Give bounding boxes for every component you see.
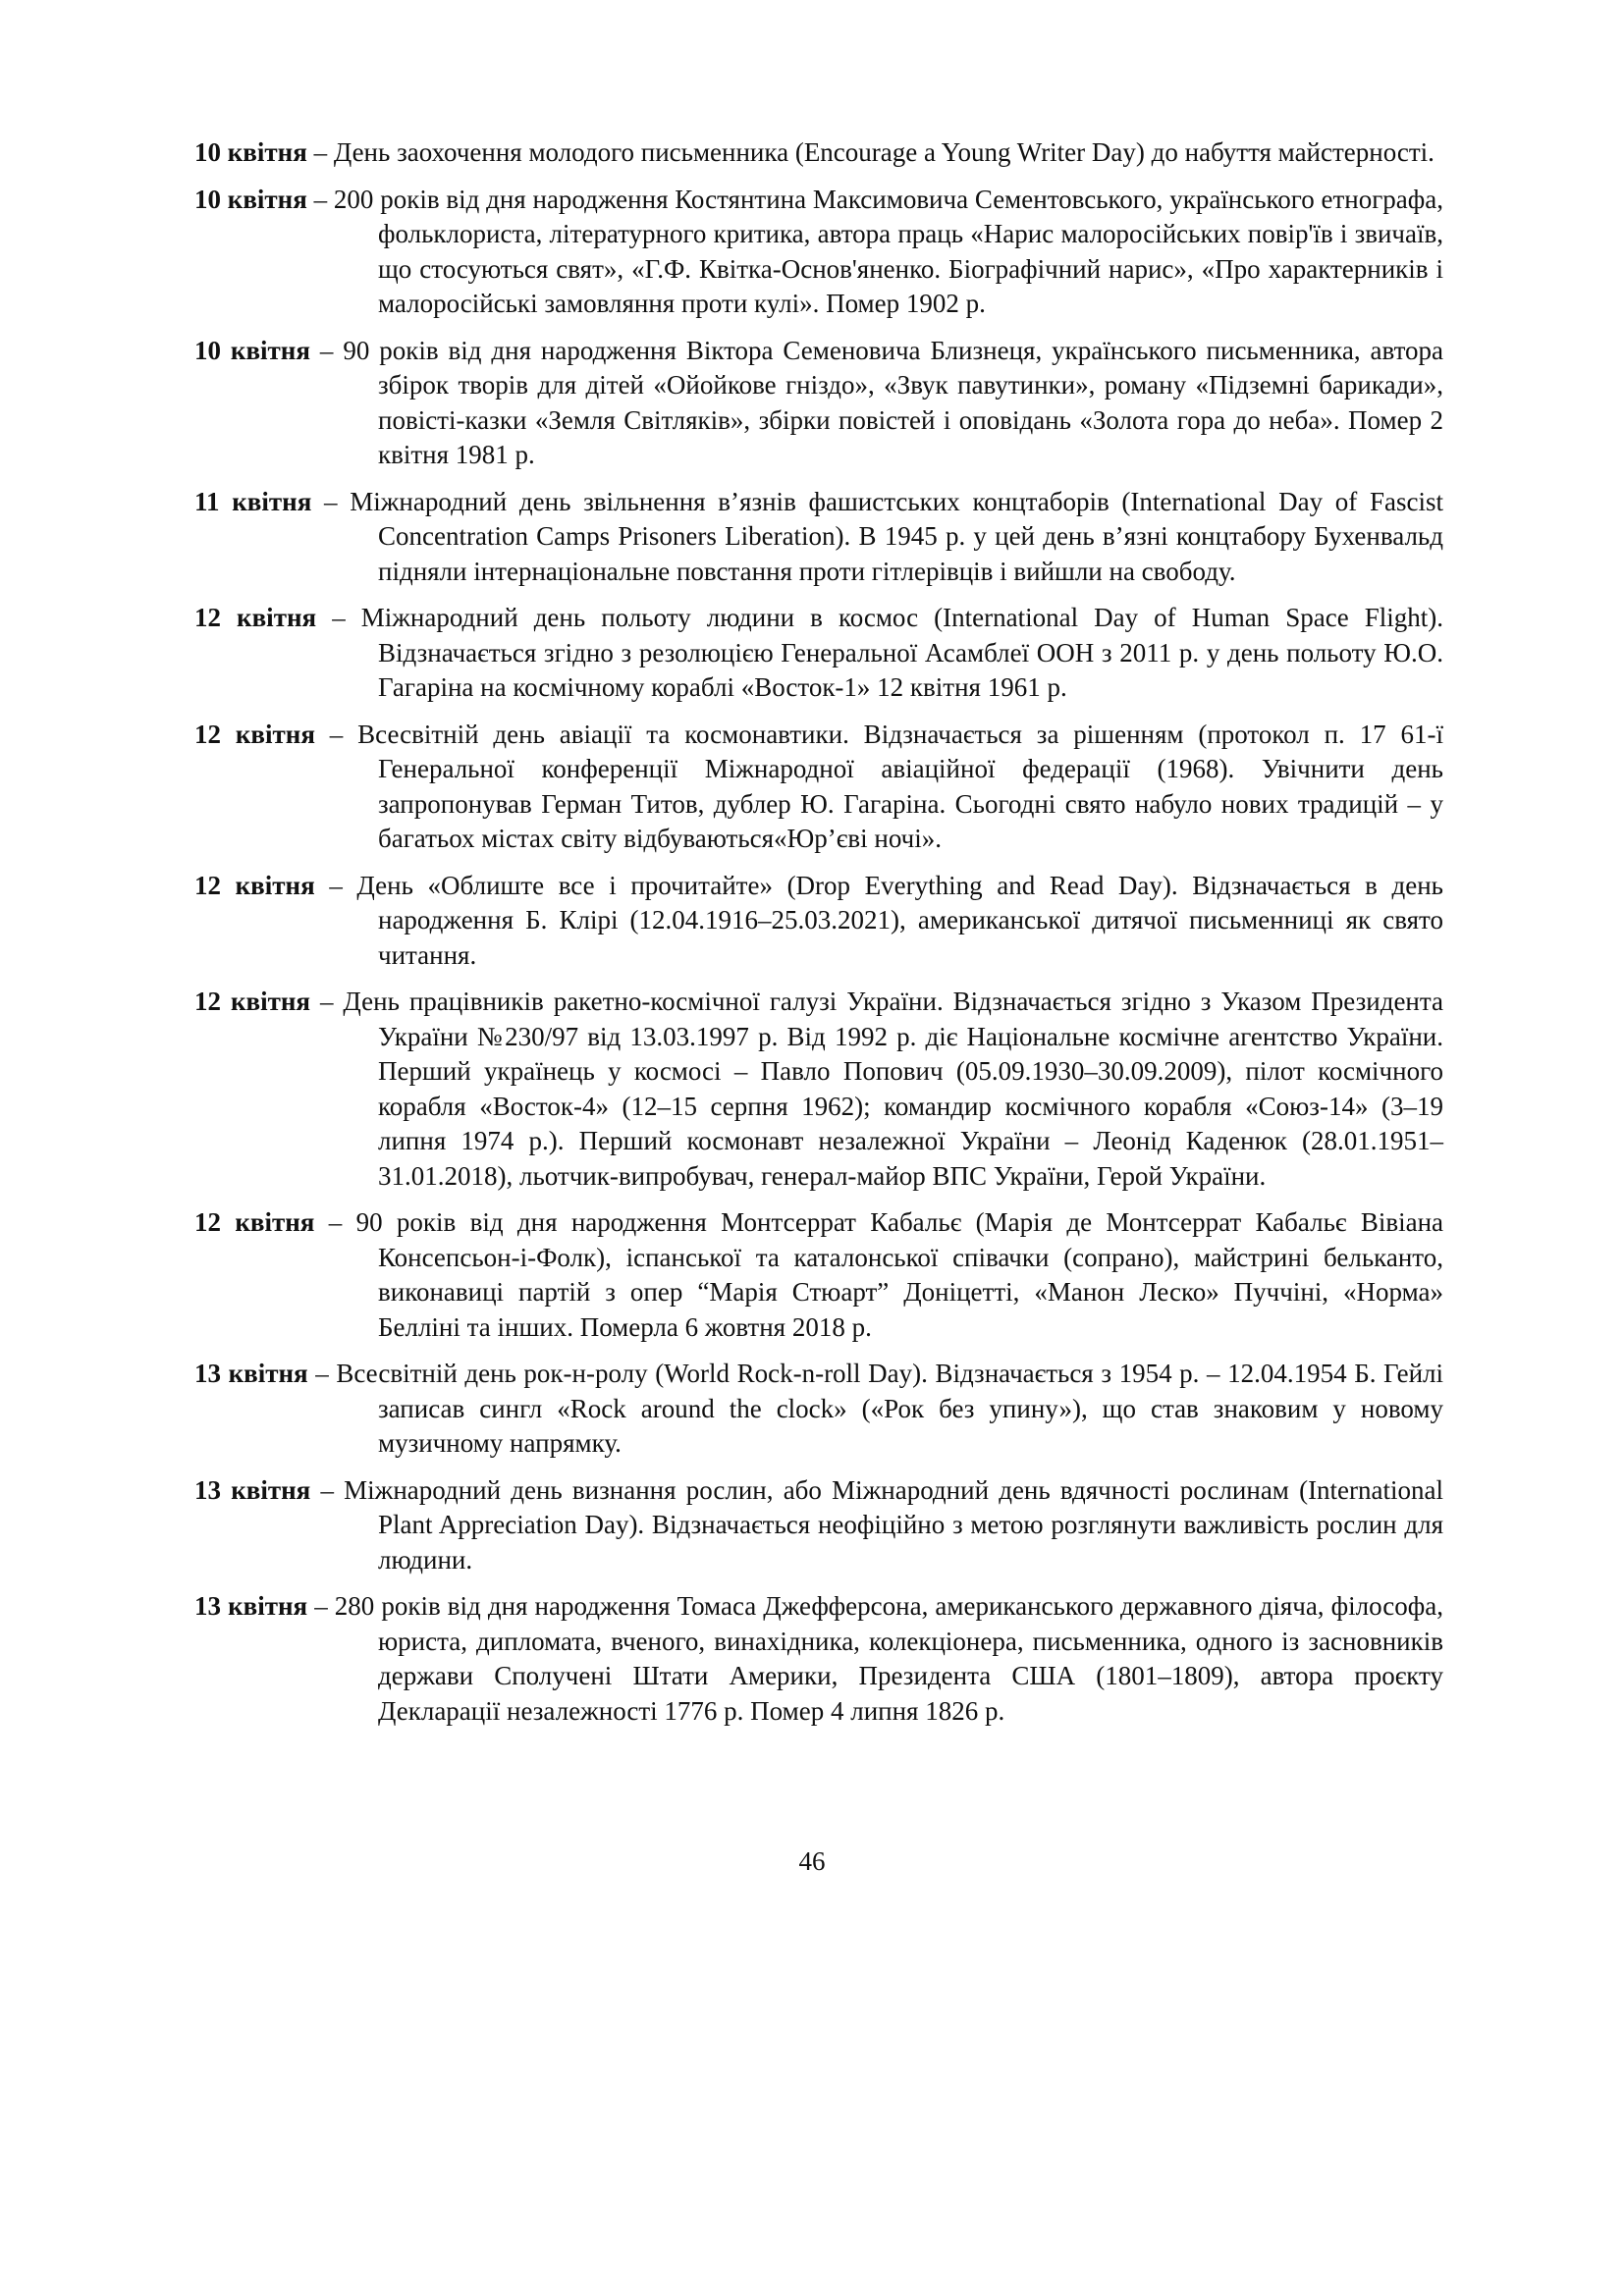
calendar-entry (194, 135, 1443, 171)
calendar-entry (194, 1357, 1443, 1462)
entry-text: – 90 років від дня народження Віктора Семеновича Близнеця, українського письменника, автора збірок творів для дітей «Ойойкове гніздо», «Звук павутинки», роману «Підземні барикади», повісті-казки «Земля Світляків», збірки повістей і оповідань «Золота гора до неба». Помер 2 квітня 1981 р. (319, 335, 1443, 469)
entry-text: – 90 років від дня народження Монтсеррат Кабальє (Марія де Монтсеррат Кабальє Вівіана Консепсьон-і-Фолк), іспанської та каталонської співачки (сопрано), майстрині бельканто, виконавиці партій з опер “Марія Стюарт” Доніцетті, «Манон Леско» Пуччіні, «Норма» Белліні та інших. Померла 6 жовтня 2018 р. (328, 1207, 1443, 1342)
entry-text: – День заохочення молодого письменника (Encourage a Young Writer Day) до набуття майстерності. (313, 137, 1435, 167)
calendar-entries (194, 135, 1443, 1740)
calendar-entry (194, 869, 1443, 974)
calendar-entry (194, 718, 1443, 857)
entry-date: 10 квітня (194, 137, 307, 167)
page-number: 46 (798, 1846, 826, 1876)
entry-date: 12 квітня (194, 719, 315, 749)
entry-date: 13 квітня (194, 1591, 308, 1621)
entry-date: 12 квітня (194, 987, 311, 1016)
entry-text: – Міжнародний день визнання рослин, або Міжнародний день вдячності рослинам (International Plant Appreciation Day). Відзначається неофіційно з метою розглянути важливість рослин для людини. (320, 1474, 1444, 1575)
calendar-entry (194, 1589, 1443, 1729)
entry-text: – День працівників ракетно-космічної галузі України. Відзначається згідно з Указом Президента України №230/97 від 13.03.1997 р. Від 1992 р. діє Національне космічне агентство України. Перший українець у космосі – Павло Попович (05.09.1930–30.09.2009), пілот космічного корабля «Восток-4» (12–15 серпня 1962); командир космічного корабля «Союз-14» (3–19 липня 1974 р.). Перший космонавт незалежної України – Леонід Каденюк (28.01.1951–31.01.2018), льотчик-випробувач, генерал-майор ВПС України, Герой України. (319, 987, 1443, 1191)
calendar-entry (194, 1473, 1443, 1578)
calendar-entry (194, 183, 1443, 322)
entry-date: 10 квітня (194, 335, 310, 365)
entry-date: 13 квітня (194, 1359, 308, 1388)
calendar-entry (194, 334, 1443, 473)
entry-text: – 200 років від дня народження Костянтина Максимовича Сементовського, українського етнографа, фольклориста, літературного критика, автора праць «Нарис малоросійських повір'їв і звичаїв, що стосуються свят», «Г.Ф. Квітка-Основ'яненко. Біографічний нарис», «Про характерників і малоросійські замовляння проти кулі». Помер 1902 р. (313, 184, 1443, 318)
entry-date: 13 квітня (194, 1474, 311, 1505)
entry-date: 11 квітня (194, 486, 312, 516)
entry-text: – 280 років від дня народження Томаса Джефферсона, американського державного діяча, філософа, юриста, дипломата, вченого, винахідника, колекціонера, письменника, одного із засновників держави Сполучені Штати Америки, Президента США (1801–1809), автора проєкту Декларації незалежності 1776 р. Помер 4 липня 1826 р. (314, 1591, 1443, 1726)
entry-date: 12 квітня (194, 1207, 315, 1237)
entry-text: – Міжнародний день польоту людини в космос (International Day of Human Space Flight). Відзначається згідно з резолюцією Генеральної Асамблеї ООН з 2011 р. у день польоту Ю.О. Гагаріна на космічному кораблі «Восток-1» 12 квітня 1961 р. (332, 603, 1444, 702)
entry-text: – Всесвітній день рок-н-ролу (World Rock-n-roll Day). Відзначається з 1954 р. – 12.04.1954 Б. Гейлі записав сингл «Rock around the clock» («Рок без упину»), що став знаковим у новому музичному напрямку. (315, 1359, 1444, 1458)
entry-text: – Міжнародний день звільнення в’язнів фашистських концтаборів (International Day of Fascist Concentration Camps Prisoners Liberation). В 1945 р. у цей день в’язні концтабору Бухенвальд підняли інтернаціональне повстання проти гітлерівців і вийшли на свободу. (324, 486, 1444, 586)
entry-date: 10 квітня (194, 184, 307, 214)
entry-text: – Всесвітній день авіації та космонавтики. Відзначається за рішенням (протокол п. 17 61-ї Генеральної конференції Міжнародної авіаційної федерації (1968). Увічнити день запропонував Герман Титов, дублер Ю. Гагаріна. Сьогодні свято набуло нових традицій – у багатьох містах світу відбуваються«Юр’єві ночі». (329, 719, 1443, 853)
entry-text: – День «Облиште все і прочитайте» (Drop Everything and Read Day). Відзначається в день народження Б. Клірі (12.04.1916–25.03.2021), американської дитячої письменниці як свято читання. (329, 870, 1443, 970)
calendar-entry (194, 601, 1443, 706)
entry-date: 12 квітня (194, 603, 317, 632)
calendar-entry (194, 985, 1443, 1194)
entry-date: 12 квітня (194, 870, 315, 900)
calendar-entry (194, 485, 1443, 590)
calendar-entry (194, 1205, 1443, 1345)
